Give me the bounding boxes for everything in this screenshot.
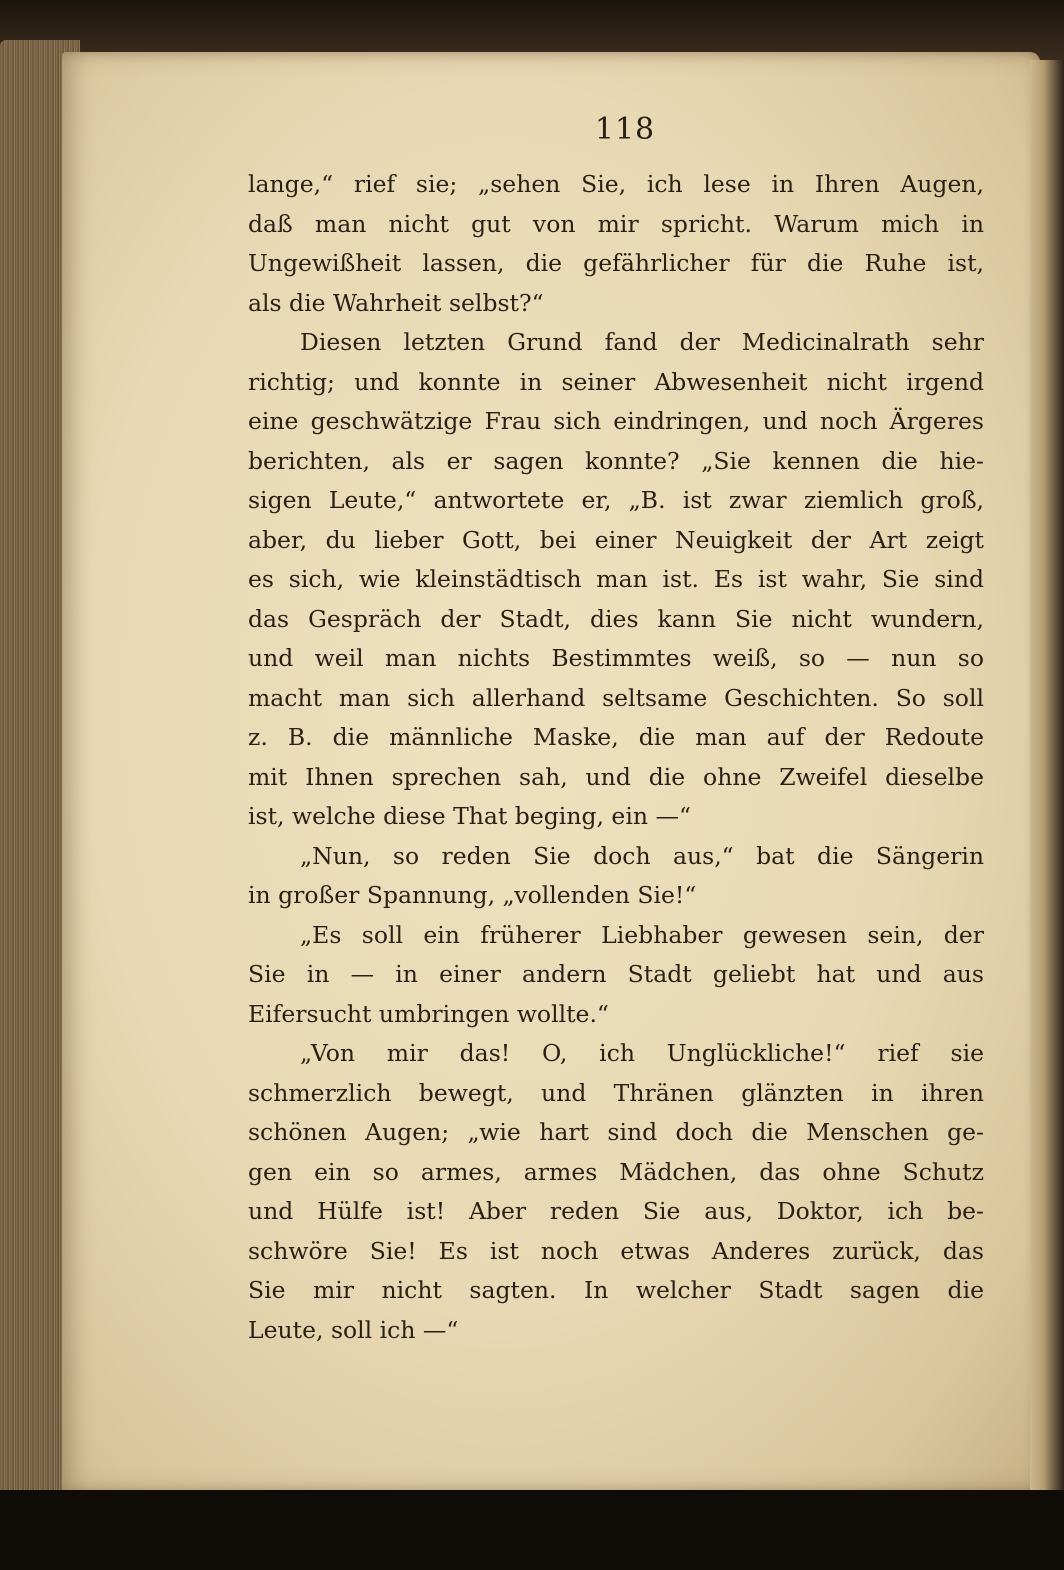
text-line: z. B. die männliche Maske, die man auf der Redoute — [248, 723, 984, 751]
book-top-edge — [0, 0, 1064, 60]
text-line: schwöre Sie! Es ist noch etwas Anderes zurück, das — [248, 1236, 984, 1265]
text-line: „Es soll ein früherer Liebhaber gewesen sein, der — [300, 920, 984, 949]
text-line: Sie mir nicht sagten. In welcher Stadt sagen die — [248, 1276, 984, 1304]
text-line: Diesen letzten Grund fand der Medicinalrath sehr — [300, 328, 984, 356]
text-line: und Hülfe ist! Aber reden Sie aus, Doktor, ich be- — [248, 1197, 984, 1225]
text-line: aber, du lieber Gott, bei einer Neuigkeit der Art zeigt — [248, 525, 984, 554]
text-line: lange,“ rief sie; „sehen Sie, ich lese in Ihren Augen, — [248, 170, 984, 198]
text-line: Sie in — in einer andern Stadt geliebt hat und aus — [248, 960, 984, 988]
text-line: als die Wahrheit selbst?“ — [248, 288, 544, 317]
text-line: schönen Augen; „wie hart sind doch die Menschen ge- — [248, 1118, 984, 1146]
text-line: eine geschwätzige Frau sich eindringen, und noch Ärgeres — [248, 407, 984, 435]
page-number: 118 — [594, 112, 656, 147]
text-line: „Nun, so reden Sie doch aus,“ bat die Sängerin — [300, 841, 984, 870]
text-line: gen ein so armes, armes Mädchen, das ohne Schutz — [248, 1157, 984, 1186]
body-text — [248, 165, 984, 1350]
text-line: Leute, soll ich —“ — [248, 1315, 459, 1344]
text-line: berichten, als er sagen konnte? „Sie kennen die hie- — [248, 446, 984, 475]
text-line: „Von mir das! O, ich Unglückliche!“ rief sie — [300, 1039, 984, 1067]
text-line: Ungewißheit lassen, die gefährlicher für die Ruhe ist, — [248, 249, 984, 277]
text-line: daß man nicht gut von mir spricht. Warum mich in — [248, 209, 984, 238]
text-line: schmerzlich bewegt, und Thränen glänzten in ihren — [248, 1078, 984, 1107]
text-line: das Gespräch der Stadt, dies kann Sie nicht wundern, — [248, 604, 984, 633]
text-line: ist, welche diese That beging, ein —“ — [248, 802, 691, 830]
text-line: macht man sich allerhand seltsame Geschichten. So soll — [248, 683, 984, 712]
text-line: mit Ihnen sprechen sah, und die ohne Zweifel dieselbe — [248, 762, 984, 791]
text-line: und weil man nichts Bestimmtes weiß, so — nun so — [248, 644, 984, 672]
book-bottom-edge — [0, 1490, 1064, 1570]
text-line: es sich, wie kleinstädtisch man ist. Es ist wahr, Sie sind — [248, 565, 984, 593]
text-line: in großer Spannung, „vollenden Sie!“ — [248, 881, 697, 909]
text-line: sigen Leute,“ antwortete er, „B. ist zwar ziemlich groß, — [248, 486, 984, 514]
text-line: richtig; und konnte in seiner Abwesenheit nicht irgend — [248, 367, 984, 396]
text-line: Eifersucht umbringen wollte.“ — [248, 999, 609, 1028]
book-right-edge — [1030, 60, 1064, 1490]
